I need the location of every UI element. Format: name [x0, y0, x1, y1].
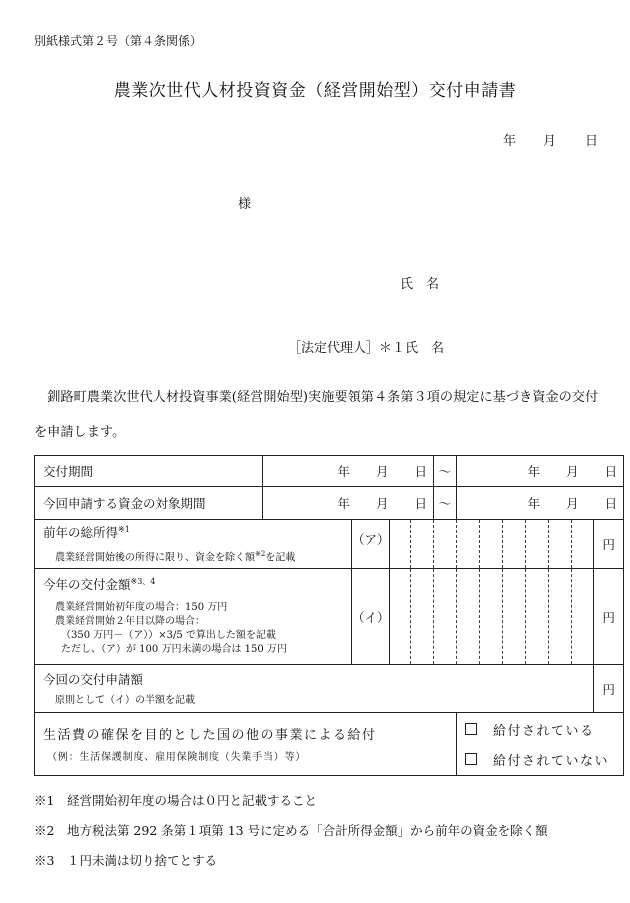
day-unit: 日	[604, 496, 618, 511]
table-row-application-amount	[35, 665, 624, 713]
table-row-grant-period	[35, 456, 624, 487]
yen-unit: 円	[594, 569, 624, 665]
application-amount-cell[interactable]	[35, 665, 594, 713]
application-statement: 釧路町農業次世代人材投資事業(経営開始型)実施要領第４条第３項の規定に基づき資金の交付を申請します。	[34, 390, 599, 440]
footnote-3: ※3 １円未満は切り捨てとする	[34, 853, 217, 868]
digit-cell[interactable]	[480, 520, 503, 569]
grant-amount-note-3: （350 万円－（ア））×3/5 で算出した額を記載	[61, 630, 276, 641]
previous-income-label-cell	[35, 520, 352, 569]
note-ref: ※3、4	[130, 576, 156, 586]
grant-amount-note-2: 農業経営開始２年目以降の場合：	[55, 616, 205, 627]
form-number: 別紙様式第２号（第４条関係）	[34, 34, 203, 48]
digit-cell[interactable]	[549, 520, 572, 569]
digit-cell[interactable]	[526, 569, 549, 665]
date-year-label: 年	[503, 134, 517, 149]
yen-unit: 円	[594, 665, 624, 713]
application-table	[34, 455, 624, 776]
document-title: 農業次世代人材投資資金（経営開始型）交付申請書	[113, 81, 517, 101]
digit-cell[interactable]	[480, 569, 503, 665]
note-ref: ※1	[118, 524, 130, 534]
digit-cell[interactable]	[572, 520, 594, 569]
legal-agent-name-label: ［法定代理人］＊１氏 名	[288, 341, 445, 356]
application-amount-note: 原則として（イ）の半額を記載	[55, 694, 195, 706]
grant-amount-label: 今年の交付金額	[43, 577, 131, 592]
digit-cell[interactable]	[572, 569, 594, 665]
digit-cell[interactable]	[526, 520, 549, 569]
year-unit: 年	[337, 496, 351, 511]
other-benefits-example: （例：生活保護制度、雇用保険制度（失業手当）等）	[47, 751, 307, 763]
note-ref: ※2	[255, 549, 266, 558]
year-unit: 年	[337, 464, 351, 479]
option-not-receiving[interactable]	[457, 744, 623, 774]
grant-period-end[interactable]	[457, 456, 624, 487]
grant-period-label: 交付期間	[35, 456, 263, 487]
table-row-other-benefits	[35, 713, 624, 776]
other-benefits-label: 生活費の確保を目的とした国の他の事業による給付	[43, 727, 377, 743]
footnote-1: ※1 経営開始初年度の場合は０円と記載すること	[34, 793, 317, 808]
grant-amount-note-1: 農業経営開始初年度の場合：150 万円	[55, 602, 228, 613]
footnotes	[34, 786, 548, 876]
digit-cell[interactable]	[503, 520, 526, 569]
date-month-label: 月	[543, 134, 557, 149]
range-tilde: ～	[434, 487, 457, 520]
table-row-previous-income	[35, 520, 624, 569]
yen-unit: 円	[594, 520, 624, 569]
addressee-suffix: 様	[238, 197, 252, 212]
digit-cell[interactable]	[390, 520, 411, 569]
checkbox-receiving[interactable]	[465, 723, 477, 735]
month-unit: 月	[566, 496, 579, 511]
date-day-label: 日	[585, 134, 599, 149]
month-unit: 月	[376, 496, 389, 511]
year-unit: 年	[527, 496, 541, 511]
other-benefits-label-cell	[35, 713, 457, 776]
month-unit: 月	[376, 464, 389, 479]
grant-amount-note-4: ただし、（ア）が 100 万円未満の場合は 150 万円	[61, 644, 287, 655]
previous-income-label: 前年の総所得	[43, 524, 119, 540]
application-amount-label: 今回の交付申請額	[43, 671, 144, 687]
previous-income-note-tail: を記載	[265, 552, 296, 564]
digit-cell[interactable]	[503, 569, 526, 665]
option-receiving[interactable]	[457, 714, 623, 744]
table-row-grant-amount	[35, 569, 624, 665]
table-row-target-period	[35, 487, 624, 520]
previous-income-note: 農業経営開始後の所得に限り、資金を除く額	[55, 552, 255, 564]
digit-cell[interactable]	[457, 569, 480, 665]
mark-i: （イ）	[352, 569, 390, 665]
day-unit: 日	[414, 464, 428, 479]
range-tilde: ～	[434, 456, 457, 487]
footnote-2: ※2 地方税法第 292 条第１項第 13 号に定める「合計所得金額」から前年の資金を除く額	[34, 823, 548, 838]
grant-period-start[interactable]	[263, 456, 434, 487]
other-benefits-options	[457, 713, 624, 776]
checkbox-not-receiving[interactable]	[465, 753, 477, 765]
day-unit: 日	[604, 464, 618, 479]
target-period-label: 今回申請する資金の対象期間	[35, 487, 263, 520]
grant-amount-label-cell	[35, 569, 352, 665]
digit-cell[interactable]	[549, 569, 572, 665]
applicant-name-label: 氏 名	[400, 277, 440, 292]
digit-cell[interactable]	[434, 569, 457, 665]
digit-cell[interactable]	[434, 520, 457, 569]
year-unit: 年	[527, 464, 541, 479]
digit-cell[interactable]	[411, 569, 434, 665]
digit-cell[interactable]	[390, 569, 411, 665]
month-unit: 月	[566, 464, 579, 479]
option-receiving-label: 給付されている	[493, 723, 595, 739]
target-period-start[interactable]	[263, 487, 434, 520]
day-unit: 日	[414, 496, 428, 511]
digit-cell[interactable]	[411, 520, 434, 569]
digit-cell[interactable]	[457, 520, 480, 569]
mark-a: （ア）	[352, 520, 390, 569]
option-not-receiving-label: 給付されていない	[493, 753, 610, 769]
target-period-end[interactable]	[457, 487, 624, 520]
